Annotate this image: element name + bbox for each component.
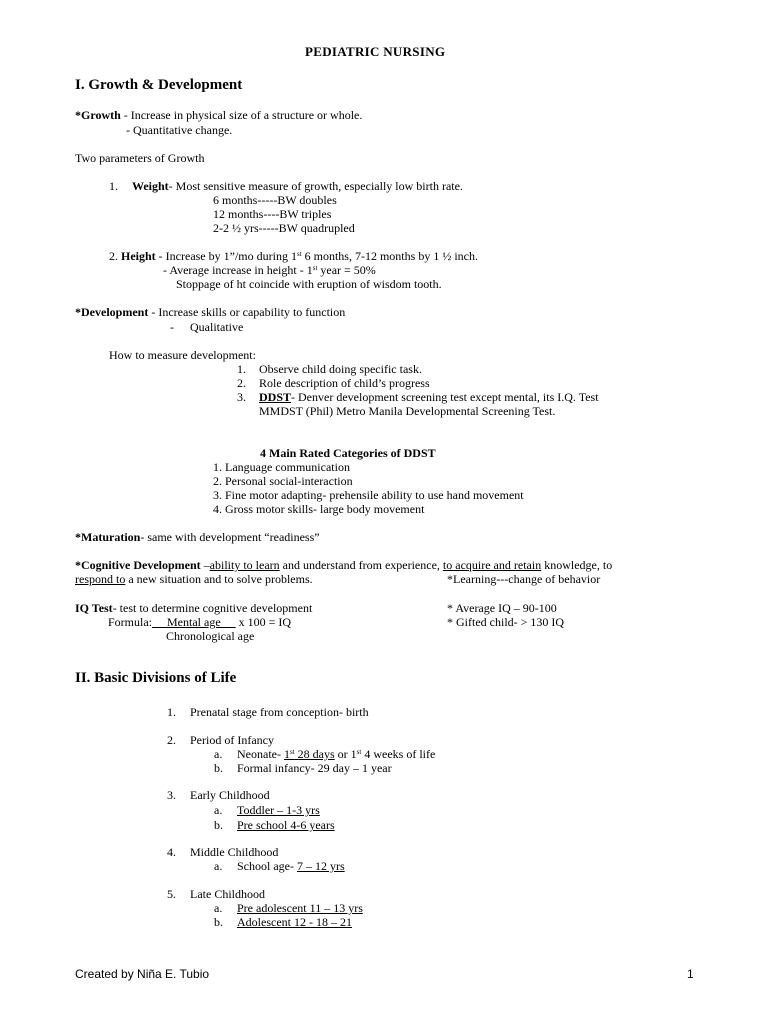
sub-letter: a. [214,803,223,817]
neonate-text: 4 weeks of life [361,747,436,761]
height-average-sup: st [312,264,318,272]
maturation-term: *Maturation [75,530,141,544]
measure-title: How to measure development: [109,348,256,362]
weight-def: - Most sensitive measure of growth, especially low birth rate. [168,179,463,193]
cognitive-definition [75,558,612,572]
growth-def: - Increase in physical size of a structure or whole. [120,108,363,122]
ddst-number: 3. [237,390,246,404]
ddst-term: DDST [259,390,292,404]
ddst-line [259,390,599,404]
school-age-range: 7 – 12 yrs [296,859,345,873]
maturation-def: - same with development “readiness” [140,530,320,544]
division-label: Late Childhood [190,887,265,901]
weight-item: 6 months-----BW doubles [213,193,337,207]
neonate-u-text: 28 days [294,747,335,761]
measure-item-number: 2. [237,376,246,390]
growth-sub: - Quantitative change. [126,123,233,137]
learning-note: *Learning---change of behavior [447,572,601,586]
sub-letter: a. [214,901,223,915]
division-label: Middle Childhood [190,845,279,859]
sub-letter: a. [214,747,223,761]
division-number: 2. [167,733,176,747]
ddst-category: 2. Personal social-interaction [213,474,353,488]
height-line [109,249,478,263]
cognitive-underlined: to acquire and retain [442,558,542,572]
iq-average: * Average IQ – 90-100 [447,601,557,615]
neonate-underlined [284,747,335,761]
middle-school-age [237,859,345,873]
weight-line [132,179,463,193]
ddst-category: 1. Language communication [213,460,350,474]
height-def-sup: st [296,250,302,258]
height-def: - Increase by 1”/mo during 1 [155,249,297,263]
division-label: Prenatal stage from conception- birth [190,705,369,719]
neonate-sup: st [356,748,362,756]
development-definition [75,305,345,319]
ddst-category: 3. Fine motor adapting- prehensile ability to use hand movement [213,488,524,502]
division-number: 1. [167,705,176,719]
ddst-def: - Denver development screening test except mental, its I.Q. Test [291,390,599,404]
early-toddler: Toddler – 1-3 yrs [237,803,320,817]
measure-item-number: 1. [237,362,246,376]
height-average-text: - Average increase in height - 1 [163,263,313,277]
sub-letter: b. [214,818,223,832]
development-term: *Development [75,305,149,319]
late-pre-adolescent: Pre adolescent 11 – 13 yrs [237,901,363,915]
footer-author: Created by Niña E. Tubio [75,967,210,981]
division-number: 5. [167,887,176,901]
division-number: 3. [167,788,176,802]
measure-item-text: Observe child doing specific task. [259,362,422,376]
growth-term: *Growth [75,108,121,122]
iq-gifted: * Gifted child- > 130 IQ [447,615,565,629]
maturation-definition [75,530,320,544]
infancy-neonate [237,747,435,761]
iq-term: IQ Test [75,601,113,615]
height-term: Height [121,249,156,263]
development-def: - Increase skills or capability to function [148,305,346,319]
division-label: Period of Infancy [190,733,274,747]
cognitive-term: *Cognitive Development [75,558,201,572]
cognitive-text: and understand from experience, [279,558,443,572]
neonate-text: or 1 [334,747,357,761]
development-sub-text: Qualitative [190,320,244,334]
weight-item: 12 months----BW triples [213,207,332,221]
cognitive-text: knowledge, to [541,558,613,572]
growth-definition [75,108,362,122]
early-preschool: Pre school 4-6 years [237,818,335,832]
ddst-categories-title: 4 Main Rated Categories of DDST [260,446,436,460]
weight-item: 2-2 ½ yrs-----BW quadrupled [213,221,355,235]
document-title: PEDIATRIC NURSING [305,44,446,59]
measure-item-text: Role description of child’s progress [259,376,430,390]
sub-letter: b. [214,915,223,929]
height-def-rest: 6 months, 7-12 months by 1 ½ inch. [301,249,478,263]
cognitive-definition-cont [75,572,313,586]
formula-rest: x 100 = IQ [235,615,292,629]
school-age-text: School age- [237,859,297,873]
section-heading-growth-development: I. Growth & Development [75,77,243,93]
height-number: 2. [109,249,118,263]
development-sub-dash: - [170,320,174,334]
params-title: Two parameters of Growth [75,151,205,165]
division-label: Early Childhood [190,788,270,802]
ddst-category: 4. Gross motor skills- large body movement [213,502,425,516]
formula-label: Formula: [108,615,152,629]
mmdst-text: MMDST (Phil) Metro Manila Developmental Screening Test. [259,404,556,418]
neonate-u-sup: st [289,748,295,756]
height-average [163,263,376,277]
footer-page-number: 1 [687,967,694,981]
height-average-rest: year = 50% [317,263,376,277]
sub-letter: a. [214,859,223,873]
formula-denominator: Chronological age [166,629,255,643]
iq-formula [108,615,291,629]
neonate-u-text: 1 [283,747,290,761]
section-heading-divisions-of-life: II. Basic Divisions of Life [75,670,237,686]
sub-letter: b. [214,761,223,775]
iq-def: - test to determine cognitive development [112,601,313,615]
weight-term: Weight [132,179,169,193]
weight-number: 1. [109,179,118,193]
cognitive-underlined: ability to learn [209,558,280,572]
iq-definition [75,601,312,615]
height-stoppage: Stoppage of ht coincide with eruption of wisdom tooth. [176,277,442,291]
cognitive-text: a new situation and to solve problems. [125,572,313,586]
infancy-formal: Formal infancy- 29 day – 1 year [237,761,392,775]
formula-numerator: Mental age [152,615,236,629]
cognitive-text: – [200,558,210,572]
late-adolescent: Adolescent 12 - 18 – 21 [237,915,352,929]
neonate-text: Neonate- [237,747,284,761]
division-number: 4. [167,845,176,859]
cognitive-underlined: respond to [75,572,126,586]
